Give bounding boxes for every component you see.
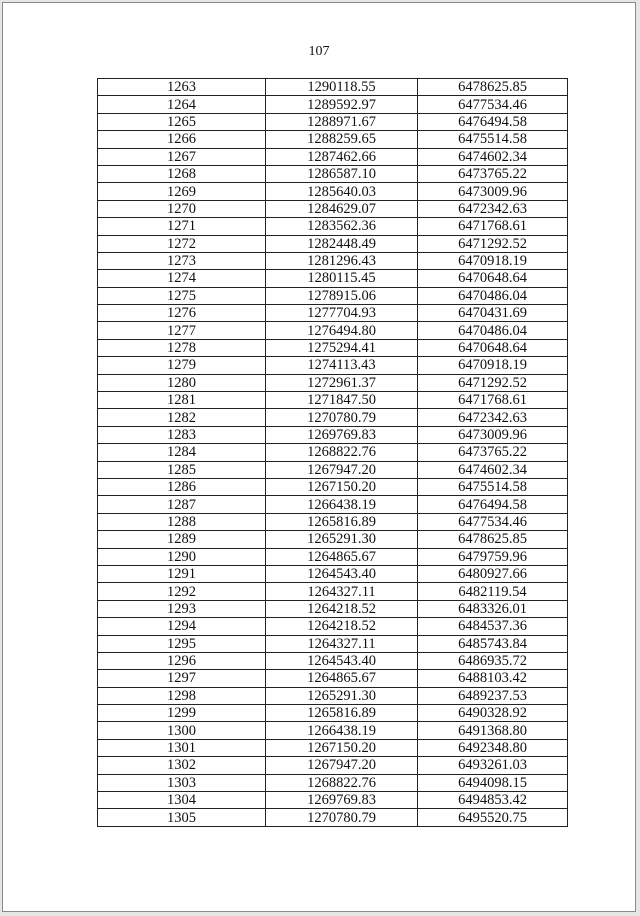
x-coordinate-cell: 1264327.11: [266, 583, 418, 600]
table-row: [98, 757, 568, 774]
x-coordinate-cell: 1277704.93: [266, 305, 418, 322]
x-coordinate-cell: 1264327.11: [266, 635, 418, 652]
y-coordinate-cell: 6495520.75: [418, 809, 568, 826]
y-coordinate-cell: 6488103.42: [418, 670, 568, 687]
point-number-cell: 1273: [98, 252, 266, 269]
point-number-cell: 1282: [98, 409, 266, 426]
y-coordinate-cell: 6470486.04: [418, 287, 568, 304]
y-coordinate-cell: 6470918.19: [418, 357, 568, 374]
point-number-cell: 1283: [98, 426, 266, 443]
x-coordinate-cell: 1288971.67: [266, 113, 418, 130]
x-coordinate-cell: 1264865.67: [266, 670, 418, 687]
y-coordinate-cell: 6478625.85: [418, 79, 568, 96]
table-row: [98, 113, 568, 130]
point-number-cell: 1289: [98, 531, 266, 548]
y-coordinate-cell: 6472342.63: [418, 409, 568, 426]
y-coordinate-cell: 6482119.54: [418, 583, 568, 600]
point-number-cell: 1275: [98, 287, 266, 304]
table-row: [98, 583, 568, 600]
x-coordinate-cell: 1276494.80: [266, 322, 418, 339]
table-row: [98, 252, 568, 269]
x-coordinate-cell: 1283562.36: [266, 218, 418, 235]
y-coordinate-cell: 6479759.96: [418, 548, 568, 565]
y-coordinate-cell: 6473009.96: [418, 426, 568, 443]
point-number-cell: 1264: [98, 96, 266, 113]
point-number-cell: 1288: [98, 513, 266, 530]
table-row: [98, 218, 568, 235]
x-coordinate-cell: 1265291.30: [266, 687, 418, 704]
table-row: [98, 183, 568, 200]
point-number-cell: 1279: [98, 357, 266, 374]
point-number-cell: 1299: [98, 705, 266, 722]
y-coordinate-cell: 6470648.64: [418, 339, 568, 356]
table-row: [98, 148, 568, 165]
point-number-cell: 1296: [98, 652, 266, 669]
point-number-cell: 1263: [98, 79, 266, 96]
point-number-cell: 1303: [98, 774, 266, 791]
x-coordinate-cell: 1272961.37: [266, 374, 418, 391]
point-number-cell: 1301: [98, 739, 266, 756]
table-row: [98, 444, 568, 461]
point-number-cell: 1300: [98, 722, 266, 739]
point-number-cell: 1266: [98, 131, 266, 148]
table-row: [98, 600, 568, 617]
y-coordinate-cell: 6473765.22: [418, 444, 568, 461]
point-number-cell: 1284: [98, 444, 266, 461]
x-coordinate-cell: 1286587.10: [266, 165, 418, 182]
y-coordinate-cell: 6491368.80: [418, 722, 568, 739]
point-number-cell: 1287: [98, 496, 266, 513]
table-row: [98, 409, 568, 426]
table-row: [98, 565, 568, 582]
point-number-cell: 1302: [98, 757, 266, 774]
point-number-cell: 1298: [98, 687, 266, 704]
point-number-cell: 1270: [98, 200, 266, 217]
point-number-cell: 1265: [98, 113, 266, 130]
x-coordinate-cell: 1266438.19: [266, 496, 418, 513]
x-coordinate-cell: 1267150.20: [266, 478, 418, 495]
x-coordinate-cell: 1267947.20: [266, 461, 418, 478]
x-coordinate-cell: 1290118.55: [266, 79, 418, 96]
y-coordinate-cell: 6472342.63: [418, 200, 568, 217]
table-row: [98, 513, 568, 530]
y-coordinate-cell: 6470431.69: [418, 305, 568, 322]
y-coordinate-cell: 6477534.46: [418, 96, 568, 113]
table-row: [98, 739, 568, 756]
table-row: [98, 235, 568, 252]
point-number-cell: 1305: [98, 809, 266, 826]
x-coordinate-cell: 1267947.20: [266, 757, 418, 774]
y-coordinate-cell: 6471768.61: [418, 218, 568, 235]
table-row: [98, 635, 568, 652]
point-number-cell: 1292: [98, 583, 266, 600]
point-number-cell: 1277: [98, 322, 266, 339]
y-coordinate-cell: 6474602.34: [418, 148, 568, 165]
y-coordinate-cell: 6492348.80: [418, 739, 568, 756]
y-coordinate-cell: 6493261.03: [418, 757, 568, 774]
coordinates-table: [97, 78, 568, 827]
point-number-cell: 1269: [98, 183, 266, 200]
y-coordinate-cell: 6476494.58: [418, 113, 568, 130]
point-number-cell: 1286: [98, 478, 266, 495]
y-coordinate-cell: 6485743.84: [418, 635, 568, 652]
table-row: [98, 461, 568, 478]
point-number-cell: 1274: [98, 270, 266, 287]
y-coordinate-cell: 6476494.58: [418, 496, 568, 513]
y-coordinate-cell: 6483326.01: [418, 600, 568, 617]
y-coordinate-cell: 6475514.58: [418, 131, 568, 148]
x-coordinate-cell: 1280115.45: [266, 270, 418, 287]
point-number-cell: 1295: [98, 635, 266, 652]
document-page: [2, 2, 636, 912]
y-coordinate-cell: 6470486.04: [418, 322, 568, 339]
y-coordinate-cell: 6486935.72: [418, 652, 568, 669]
x-coordinate-cell: 1282448.49: [266, 235, 418, 252]
point-number-cell: 1280: [98, 374, 266, 391]
x-coordinate-cell: 1270780.79: [266, 409, 418, 426]
y-coordinate-cell: 6477534.46: [418, 513, 568, 530]
x-coordinate-cell: 1287462.66: [266, 148, 418, 165]
point-number-cell: 1294: [98, 618, 266, 635]
x-coordinate-cell: 1265816.89: [266, 705, 418, 722]
table-row: [98, 165, 568, 182]
x-coordinate-cell: 1270780.79: [266, 809, 418, 826]
point-number-cell: 1297: [98, 670, 266, 687]
x-coordinate-cell: 1269769.83: [266, 792, 418, 809]
y-coordinate-cell: 6470918.19: [418, 252, 568, 269]
y-coordinate-cell: 6489237.53: [418, 687, 568, 704]
table-row: [98, 722, 568, 739]
table-row: [98, 374, 568, 391]
y-coordinate-cell: 6480927.66: [418, 565, 568, 582]
table-row: [98, 618, 568, 635]
y-coordinate-cell: 6490328.92: [418, 705, 568, 722]
table-row: [98, 548, 568, 565]
point-number-cell: 1290: [98, 548, 266, 565]
point-number-cell: 1291: [98, 565, 266, 582]
table-row: [98, 200, 568, 217]
x-coordinate-cell: 1289592.97: [266, 96, 418, 113]
table-row: [98, 79, 568, 96]
x-coordinate-cell: 1264218.52: [266, 600, 418, 617]
point-number-cell: 1276: [98, 305, 266, 322]
x-coordinate-cell: 1271847.50: [266, 392, 418, 409]
y-coordinate-cell: 6474602.34: [418, 461, 568, 478]
table-row: [98, 392, 568, 409]
point-number-cell: 1281: [98, 392, 266, 409]
point-number-cell: 1272: [98, 235, 266, 252]
x-coordinate-cell: 1278915.06: [266, 287, 418, 304]
x-coordinate-cell: 1264543.40: [266, 565, 418, 582]
y-coordinate-cell: 6478625.85: [418, 531, 568, 548]
page-number: 107: [308, 44, 330, 59]
y-coordinate-cell: 6475514.58: [418, 478, 568, 495]
table-row: [98, 339, 568, 356]
x-coordinate-cell: 1274113.43: [266, 357, 418, 374]
table-row: [98, 96, 568, 113]
y-coordinate-cell: 6494853.42: [418, 792, 568, 809]
x-coordinate-cell: 1288259.65: [266, 131, 418, 148]
y-coordinate-cell: 6494098.15: [418, 774, 568, 791]
x-coordinate-cell: 1275294.41: [266, 339, 418, 356]
x-coordinate-cell: 1264543.40: [266, 652, 418, 669]
table-row: [98, 809, 568, 826]
x-coordinate-cell: 1285640.03: [266, 183, 418, 200]
table-row: [98, 652, 568, 669]
x-coordinate-cell: 1266438.19: [266, 722, 418, 739]
point-number-cell: 1293: [98, 600, 266, 617]
table-row: [98, 305, 568, 322]
table-row: [98, 322, 568, 339]
table-row: [98, 357, 568, 374]
table-row: [98, 270, 568, 287]
table-row: [98, 426, 568, 443]
table-row: [98, 478, 568, 495]
x-coordinate-cell: 1269769.83: [266, 426, 418, 443]
table-row: [98, 287, 568, 304]
x-coordinate-cell: 1265291.30: [266, 531, 418, 548]
x-coordinate-cell: 1265816.89: [266, 513, 418, 530]
point-number-cell: 1285: [98, 461, 266, 478]
x-coordinate-cell: 1264865.67: [266, 548, 418, 565]
x-coordinate-cell: 1268822.76: [266, 444, 418, 461]
table-row: [98, 131, 568, 148]
y-coordinate-cell: 6473009.96: [418, 183, 568, 200]
y-coordinate-cell: 6471292.52: [418, 235, 568, 252]
x-coordinate-cell: 1281296.43: [266, 252, 418, 269]
x-coordinate-cell: 1264218.52: [266, 618, 418, 635]
table-row: [98, 531, 568, 548]
point-number-cell: 1271: [98, 218, 266, 235]
point-number-cell: 1278: [98, 339, 266, 356]
y-coordinate-cell: 6471768.61: [418, 392, 568, 409]
point-number-cell: 1268: [98, 165, 266, 182]
table-row: [98, 496, 568, 513]
y-coordinate-cell: 6473765.22: [418, 165, 568, 182]
table-row: [98, 705, 568, 722]
x-coordinate-cell: 1284629.07: [266, 200, 418, 217]
y-coordinate-cell: 6470648.64: [418, 270, 568, 287]
x-coordinate-cell: 1267150.20: [266, 739, 418, 756]
y-coordinate-cell: 6484537.36: [418, 618, 568, 635]
point-number-cell: 1267: [98, 148, 266, 165]
table-row: [98, 670, 568, 687]
table-row: [98, 687, 568, 704]
x-coordinate-cell: 1268822.76: [266, 774, 418, 791]
table-row: [98, 792, 568, 809]
point-number-cell: 1304: [98, 792, 266, 809]
y-coordinate-cell: 6471292.52: [418, 374, 568, 391]
table-row: [98, 774, 568, 791]
